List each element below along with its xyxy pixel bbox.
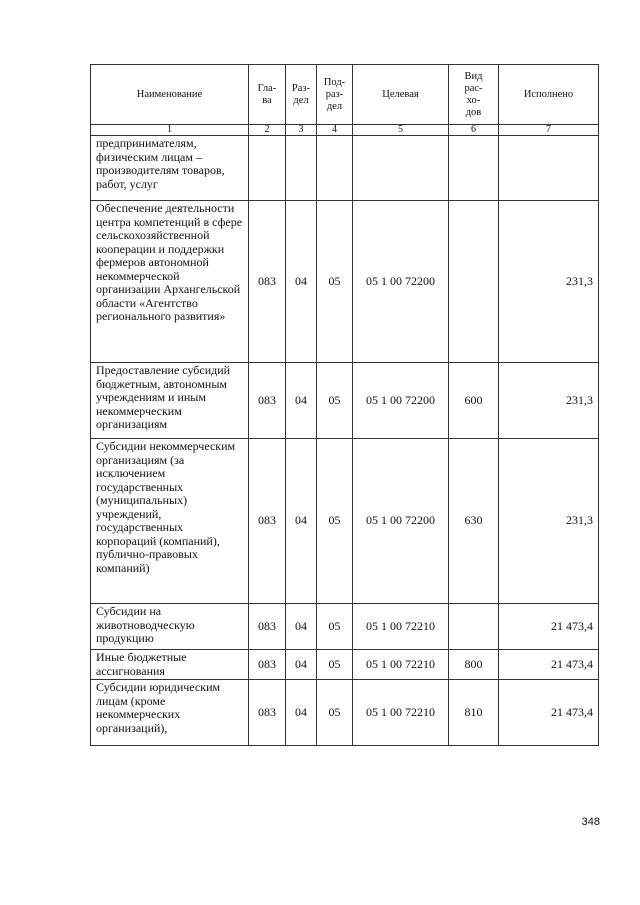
row-amount: 21 473,4	[499, 604, 599, 650]
header-ispolneno: Исполнено	[499, 65, 599, 125]
row-glava: 083	[249, 201, 286, 363]
row-podrazdel: 05	[317, 604, 353, 650]
row-amount: 21 473,4	[499, 650, 599, 680]
table-row	[91, 363, 599, 439]
row-celevaya	[353, 136, 449, 201]
row-podrazdel: 05	[317, 650, 353, 680]
table-row	[91, 201, 599, 363]
row-vid-rashodov	[449, 604, 499, 650]
table-row	[91, 680, 599, 746]
row-name: Субсидии некоммерческим организациям (за исключением государственных (муниципальных) учреждений, государственных корпораций (компаний), публично-правовых компаний)	[91, 439, 249, 604]
header-name: Наименование	[91, 65, 249, 125]
row-celevaya: 05 1 00 72210	[353, 604, 449, 650]
row-razdel: 04	[286, 604, 317, 650]
row-podrazdel: 05	[317, 363, 353, 439]
table-row	[91, 604, 599, 650]
row-name: Иные бюджетные ассигнования	[91, 650, 249, 680]
row-podrazdel: 05	[317, 439, 353, 604]
row-razdel: 04	[286, 439, 317, 604]
column-number: 2	[249, 125, 286, 136]
row-amount: 231,3	[499, 439, 599, 604]
column-number: 4	[317, 125, 353, 136]
row-amount	[499, 136, 599, 201]
table-row	[91, 650, 599, 680]
column-numbers-row	[91, 125, 599, 136]
row-podrazdel	[317, 136, 353, 201]
column-number: 1	[91, 125, 249, 136]
header-glava: Гла- ва	[249, 65, 286, 125]
row-vid-rashodov: 810	[449, 680, 499, 746]
row-amount: 21 473,4	[499, 680, 599, 746]
row-glava: 083	[249, 650, 286, 680]
column-number: 3	[286, 125, 317, 136]
header-row	[91, 65, 599, 125]
column-number: 6	[449, 125, 499, 136]
header-vid-rashodov: Вид рас- хо- дов	[449, 65, 499, 125]
header-podrazdel: Под- раз- дел	[317, 65, 353, 125]
row-name: предпринимателям, физическим лицам – производителям товаров, работ, услуг	[91, 136, 249, 201]
row-razdel: 04	[286, 650, 317, 680]
row-name: Субсидии на животноводческую продукцию	[91, 604, 249, 650]
row-vid-rashodov: 630	[449, 439, 499, 604]
row-name: Субсидии юридическим лицам (кроме некоммерческих организаций),	[91, 680, 249, 746]
header-celevaya: Целевая	[353, 65, 449, 125]
column-number: 5	[353, 125, 449, 136]
row-celevaya: 05 1 00 72210	[353, 680, 449, 746]
row-vid-rashodov: 600	[449, 363, 499, 439]
row-amount: 231,3	[499, 363, 599, 439]
row-vid-rashodov	[449, 201, 499, 363]
row-celevaya: 05 1 00 72200	[353, 439, 449, 604]
row-glava: 083	[249, 604, 286, 650]
header-razdel: Раз- дел	[286, 65, 317, 125]
budget-execution-table	[90, 64, 599, 746]
page-number: 348	[581, 816, 600, 828]
row-vid-rashodov: 800	[449, 650, 499, 680]
row-celevaya: 05 1 00 72200	[353, 201, 449, 363]
row-glava: 083	[249, 439, 286, 604]
row-glava	[249, 136, 286, 201]
row-podrazdel: 05	[317, 201, 353, 363]
row-razdel: 04	[286, 201, 317, 363]
row-podrazdel: 05	[317, 680, 353, 746]
table-row	[91, 136, 599, 201]
row-glava: 083	[249, 363, 286, 439]
budget-table-container	[90, 64, 598, 746]
row-celevaya: 05 1 00 72200	[353, 363, 449, 439]
row-name: Предоставление субсидий бюджетным, автономным учреждениям и иным некоммерческим организациям	[91, 363, 249, 439]
row-name: Обеспечение деятельности центра компетенций в сфере сельскохозяйственной кооперации и поддержки фермеров автономной некоммерческой организации Архангельской области «Агентство регионального развития»	[91, 201, 249, 363]
column-number: 7	[499, 125, 599, 136]
row-razdel: 04	[286, 363, 317, 439]
row-razdel	[286, 136, 317, 201]
row-celevaya: 05 1 00 72210	[353, 650, 449, 680]
row-amount: 231,3	[499, 201, 599, 363]
table-row	[91, 439, 599, 604]
row-glava: 083	[249, 680, 286, 746]
row-razdel: 04	[286, 680, 317, 746]
row-vid-rashodov	[449, 136, 499, 201]
